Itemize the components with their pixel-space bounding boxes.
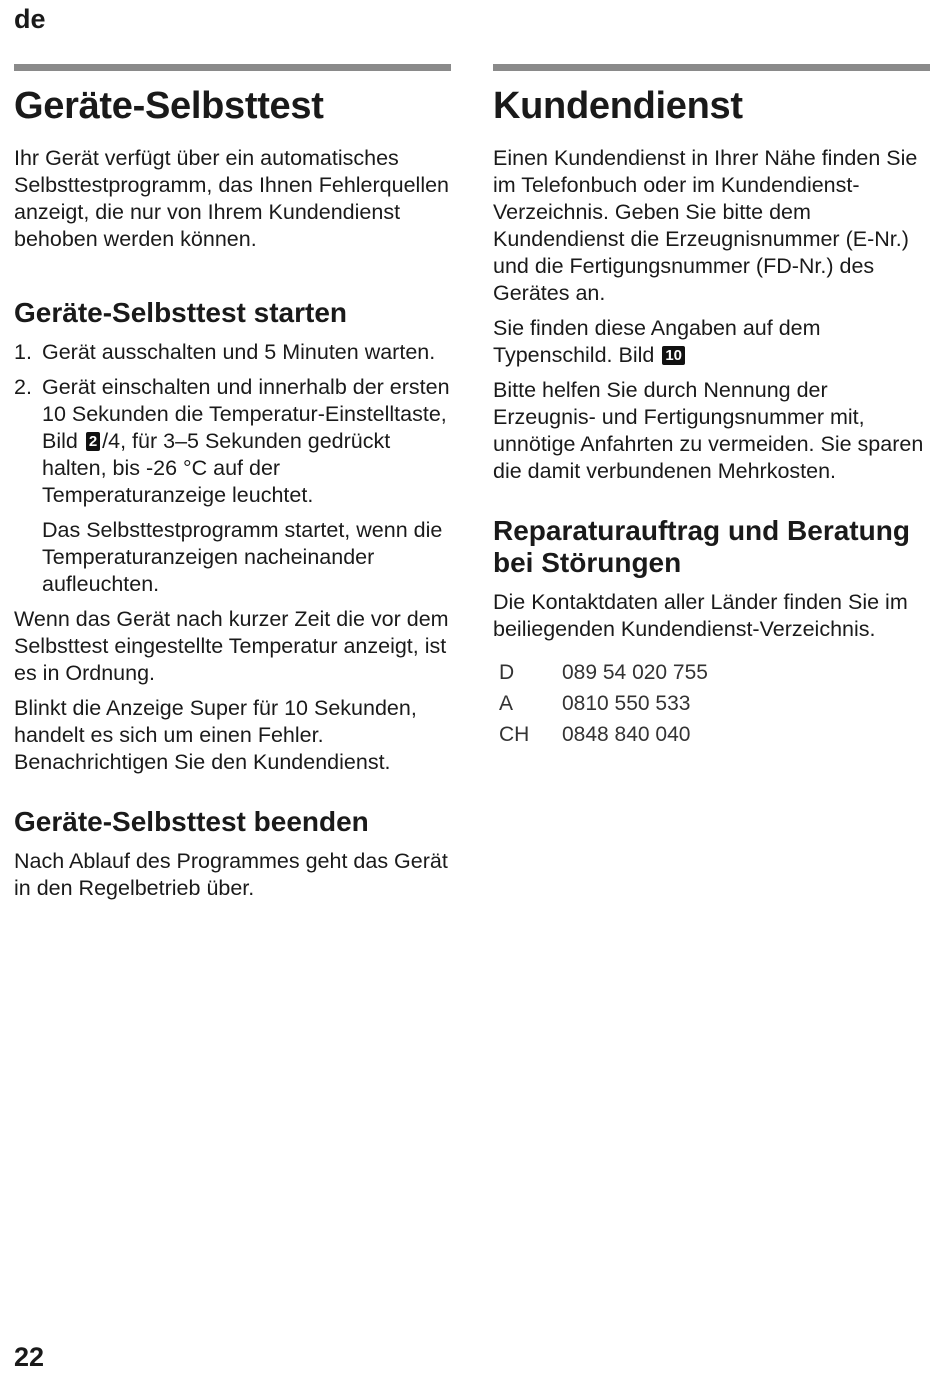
step-text: Gerät ausschalten und 5 Minuten warten. [42, 340, 436, 364]
step-note: Das Selbsttestprogramm startet, wenn die Temperaturanzeigen nacheinander aufleuchten. [42, 518, 443, 596]
service-paragraph-2-text: Sie finden diese Angaben auf dem Typenschild. Bild [493, 316, 821, 367]
table-row [499, 692, 708, 723]
selftest-intro: Ihr Gerät verfügt über ein automatisches Selbsttestprogramm, das Ihnen Fehlerquellen anzeigt, die nur von Ihrem Kundendienst behoben werden können. [14, 146, 450, 251]
step-text-part-a: Gerät einschalten und innerhalb der ersten 10 Sekunden die Temperatur-Einstelltaste, Bild [42, 375, 450, 453]
right-column [493, 64, 930, 754]
country-code: A [499, 692, 514, 715]
country-code: CH [499, 723, 530, 746]
language-code: de [14, 4, 46, 34]
section-rule [493, 64, 930, 71]
service-paragraph-3: Bitte helfen Sie durch Nennung der Erzeugnis- und Fertigungsnummer mit, unnötige Anfahrten zu vermeiden. Sie sparen die damit verbundenen Mehrkosten. [493, 378, 924, 483]
step-text-part-b: /4, für 3–5 Sekunden gedrückt halten, bis -26 °C auf der Temperaturanzeige leuchtet. [42, 429, 391, 507]
phone-number: 0810 550 533 [562, 692, 691, 715]
error-paragraph: Blinkt die Anzeige Super für 10 Sekunden, handelt es sich um einen Fehler. [14, 696, 417, 747]
page-number: 22 [14, 1342, 45, 1372]
phone-number: 089 54 020 755 [562, 661, 708, 684]
service-paragraph-2 [493, 315, 930, 369]
section-rule [14, 64, 451, 71]
figure-reference: 2 [86, 432, 100, 451]
repair-text: Die Kontaktdaten aller Länder finden Sie im beiliegenden Kundendienst-Verzeichnis. [493, 590, 908, 641]
table-row [499, 661, 708, 692]
phone-table [499, 661, 708, 754]
selftest-start-heading: Geräte-Selbsttest starten [14, 297, 348, 328]
repair-heading: Reparaturauftrag und Beratung bei Störungen [493, 515, 910, 578]
step-number: 1. [14, 340, 32, 364]
selftest-end-heading: Geräte-Selbsttest beenden [14, 806, 369, 837]
selftest-title: Geräte-Selbsttest [14, 85, 324, 127]
notify-service-paragraph: Benachrichtigen Sie den Kundendienst. [14, 750, 391, 774]
step-2 [14, 374, 451, 598]
service-title: Kundendienst [493, 85, 743, 127]
selftest-steps [14, 339, 451, 598]
table-row [499, 723, 708, 754]
country-code: D [499, 661, 515, 684]
step-number: 2. [14, 375, 32, 399]
status-ok-paragraph: Wenn das Gerät nach kurzer Zeit die vor dem Selbsttest eingestellte Temperatur anzeigt, ist es in Ordnung. [14, 607, 449, 685]
phone-number: 0848 840 040 [562, 723, 691, 746]
step-1 [14, 339, 451, 366]
selftest-end-text: Nach Ablauf des Programmes geht das Gerät in den Regelbetrieb über. [14, 849, 448, 900]
left-column [14, 64, 451, 910]
figure-reference: 10 [662, 346, 685, 365]
service-paragraph-1: Einen Kundendienst in Ihrer Nähe finden Sie im Telefonbuch oder im Kundendienst-Verzeichnis. Geben Sie bitte dem Kundendienst die Erzeugnisnummer (E-Nr.) und die Fertigungsnummer (FD-Nr.) des Gerätes an. [493, 146, 918, 305]
